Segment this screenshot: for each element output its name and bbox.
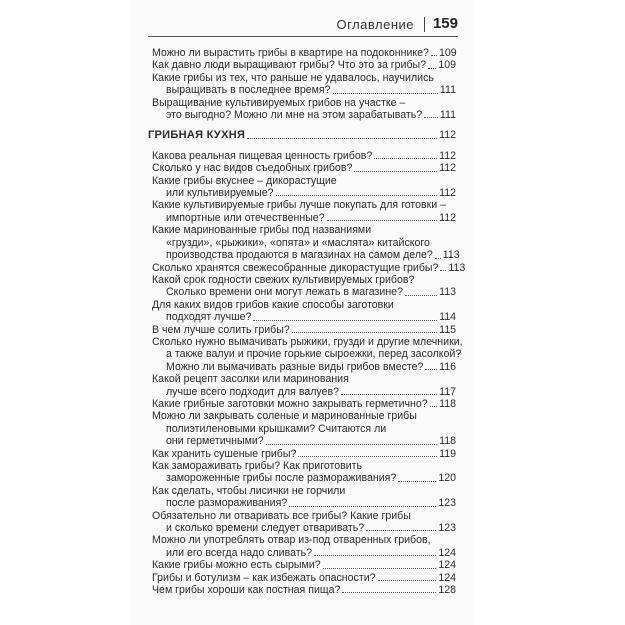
toc-entry [148, 47, 456, 59]
toc-entry-text: Грибы и ботулизм – как избежать опасности? [152, 571, 376, 584]
toc-page-number: 111 [439, 84, 456, 97]
toc-entry-line [148, 435, 456, 447]
toc-entry [148, 584, 456, 596]
toc-entry-line [148, 274, 456, 286]
toc-page-number: 115 [439, 323, 456, 336]
toc-entry-line [148, 47, 456, 59]
toc-entry [148, 175, 456, 200]
toc-entry-text: Обязательно ли отваривать все грибы? Какие грибы [152, 509, 411, 522]
toc-entry-line [148, 299, 456, 311]
toc-entry-line [148, 199, 456, 211]
toc-entry-text: а также валуи и прочие горькие сыроежки, перед засолкой? [166, 348, 462, 361]
toc-entry-text: Какие грибные заготовки можно закрывать герметично? [152, 397, 428, 410]
toc-page-number: 128 [438, 584, 456, 597]
toc-entry [148, 534, 456, 559]
toc-entry-line [148, 423, 456, 435]
toc-entry-line [148, 212, 456, 224]
toc-entry-line [148, 510, 456, 522]
toc-entry-line [148, 398, 456, 410]
toc-entry-line [148, 311, 456, 323]
dot-leader [435, 249, 441, 258]
toc-entry-line [148, 59, 456, 71]
toc-entry [148, 274, 456, 299]
toc-entry [148, 299, 456, 324]
toc-entry [148, 72, 456, 97]
toc-entry-line [148, 361, 456, 373]
dot-leader [424, 109, 438, 118]
dot-leader [430, 398, 437, 407]
toc-entry-line [148, 97, 456, 109]
toc-page-number: 113 [439, 286, 456, 299]
toc-entry-line [148, 72, 456, 84]
dot-leader [341, 386, 437, 395]
toc-entry [148, 261, 466, 274]
toc-entry-line [148, 335, 463, 348]
dot-leader [431, 47, 437, 56]
toc-entry-line [148, 448, 456, 460]
toc-entry-text: или его всегда надо сливать? [166, 546, 313, 559]
toc-entry [148, 162, 456, 174]
dot-leader [289, 497, 436, 506]
toc-entry-text: Сколько у нас видов съедобных грибов? [152, 162, 353, 175]
toc-entry-text: Как замораживать грибы? Как приготовить [152, 460, 363, 472]
toc-entry-text: Для каких видов грибов какие способы заготовки [152, 298, 394, 311]
toc-page-number: 109 [438, 47, 457, 59]
toc-page-number: 117 [439, 385, 456, 398]
toc-page-number: 118 [439, 397, 456, 410]
toc-page-number: 124 [438, 546, 456, 559]
toc-entry-line [148, 584, 456, 596]
toc-entry-text: Можно ли вымачивать разные виды грибов вместе? [166, 360, 424, 373]
toc-entry [148, 559, 456, 571]
toc-entry-text: Можно ли закрывать соленые и маринованные грибы [152, 410, 417, 423]
page-number: 159 [432, 15, 458, 32]
toc-entry-line [148, 386, 456, 398]
toc-page-number: 111 [439, 109, 456, 122]
toc-entry [148, 510, 456, 535]
header-rule [148, 36, 458, 37]
dot-leader [425, 361, 437, 370]
header-separator [424, 17, 425, 32]
toc-entry [148, 224, 460, 262]
dot-leader [253, 311, 437, 320]
toc-entry-text: выращивать в последнее время? [166, 84, 331, 97]
toc-entry-text: Сколько хранятся свежесобранные дикорастущие грибы? [152, 261, 439, 274]
toc-entry-line [148, 324, 456, 336]
toc-entry [148, 59, 456, 71]
toc-entry-line [148, 187, 456, 199]
dot-leader [266, 435, 437, 444]
toc-entry-line [148, 373, 456, 385]
toc-entry-line [148, 261, 466, 274]
toc-page-number: 112 [439, 149, 456, 162]
toc-entry-text: подходят лучше? [166, 311, 252, 324]
toc-entry-line [148, 109, 456, 121]
toc-entry-line [148, 485, 456, 497]
toc-entry-line [148, 129, 456, 141]
toc-entry-text: В чем лучше солить грибы? [152, 323, 290, 336]
toc-entry-line [148, 547, 456, 559]
toc-entry-text: Выращивание культивируемых грибов на участке – [152, 96, 406, 109]
toc-entry-line [148, 175, 456, 187]
toc-entry-line [148, 559, 456, 571]
dot-leader [314, 547, 436, 556]
toc-entry-line [148, 286, 456, 298]
toc-entry-text: они герметичными? [166, 435, 264, 448]
toc-entry-line [148, 410, 456, 422]
toc-entry-line [148, 249, 460, 262]
running-header [148, 10, 458, 32]
toc-entry-text: лучше всего подходит для валуев? [166, 385, 340, 398]
toc-page-number: 114 [439, 311, 456, 324]
toc-page-number: 123 [438, 522, 456, 535]
toc-page-number: 113 [448, 261, 466, 274]
toc-page-number: 119 [439, 447, 456, 460]
toc-entry-text: после размораживания? [166, 497, 288, 510]
toc-entry-line [148, 460, 456, 472]
toc-entry-text: Можно ли вырастить грибы в квартире на подоконнике? [152, 47, 429, 59]
toc-entry-text: Какие грибы можно есть сырыми? [152, 559, 321, 572]
toc-entry-text: замороженные грибы после размораживания? [166, 472, 397, 485]
toc-entry-line [148, 237, 456, 249]
toc-entry-text: Чем грибы хороши как постная пища? [152, 584, 341, 597]
toc-entry-text: и сколько времени следует отваривать? [166, 522, 365, 535]
toc-entry [148, 485, 456, 510]
toc-entry-text: «грузди», «рыжики», «опята» и «маслята» китайского [166, 236, 430, 249]
toc-entry-text: производства продаются в магазинах на самом деле? [166, 249, 433, 262]
table-of-contents [148, 47, 466, 597]
toc-entry-line [148, 572, 456, 584]
dot-leader [323, 559, 437, 568]
toc-entry-line [148, 348, 462, 361]
toc-entry-text: Как давно люди выращивают грибы? Что это за грибы? [152, 59, 427, 72]
dot-leader [354, 162, 437, 171]
toc-entry-text: или культивируемые? [166, 187, 274, 200]
toc-entry-line [148, 522, 456, 534]
dot-leader [247, 129, 437, 138]
toc-entry [148, 460, 456, 485]
toc-entry-text: Какие грибы вкуснее – дикорастущие [152, 174, 337, 187]
toc-entry-text: Как сделать, чтобы лисички не горчили [152, 484, 346, 497]
toc-entry-line [148, 150, 456, 162]
toc-entry-line [148, 162, 456, 174]
toc-page-number: 120 [438, 472, 456, 485]
toc-page-number: 123 [438, 497, 456, 510]
toc-entry-text: ГРИБНАЯ КУХНЯ [148, 129, 246, 142]
dot-leader [398, 472, 436, 481]
toc-entry-text: Какой рецепт засолки или маринования [152, 373, 349, 386]
dot-leader [342, 584, 436, 593]
toc-entry [148, 199, 456, 224]
toc-entry-line [148, 84, 456, 96]
toc-section-heading [148, 129, 456, 141]
dot-leader [298, 448, 437, 457]
toc-entry-line [148, 224, 456, 236]
toc-entry [148, 448, 456, 460]
toc-page-number: 118 [439, 435, 456, 448]
toc-entry-text: Можно ли употреблять отвар из-под отваренных грибов, [152, 534, 431, 547]
toc-page-number: 112 [439, 211, 456, 224]
toc-entry-text: Как хранить сушеные грибы? [152, 447, 297, 460]
toc-entry-line [148, 497, 456, 509]
header-title: Оглавление [336, 17, 414, 32]
toc-page-number: 112 [439, 162, 456, 175]
toc-entry-text: это выгодно? Можно ли мне на этом зарабатывать? [166, 109, 423, 122]
toc-page-number: 112 [439, 187, 456, 200]
toc-entry [148, 324, 456, 336]
toc-entry [148, 373, 456, 398]
dot-leader [440, 262, 446, 271]
toc-entry-text: Какие грибы из тех, что раньше не удавалось, научились [152, 71, 434, 84]
toc-entry-text: Сколько времени они могут лежать в магазине? [166, 286, 403, 299]
toc-page-number: 124 [438, 559, 456, 572]
toc-entry-line [148, 534, 456, 546]
toc-entry-text: Какой срок годности свежих культивируемых грибов? [152, 273, 415, 286]
toc-entry [148, 572, 456, 584]
toc-entry-text: Сколько нужно вымачивать рыжики, грузди и другие млечники, [152, 335, 463, 348]
toc-page-number: 116 [439, 360, 456, 373]
dot-leader [333, 84, 438, 93]
toc-entry [148, 97, 456, 122]
toc-entry [148, 410, 456, 447]
dot-leader [292, 324, 437, 333]
dot-leader [405, 286, 437, 295]
toc-page-number: 112 [439, 129, 456, 142]
dot-leader [276, 187, 438, 196]
toc-entry-line [148, 472, 456, 484]
toc-entry-text: Какие маринованные грибы под названиями [152, 224, 372, 237]
dot-leader [366, 522, 436, 531]
dot-leader [327, 212, 438, 221]
toc-entry [148, 335, 463, 373]
toc-page-number: 109 [438, 59, 456, 72]
toc-page-number: 124 [438, 571, 456, 584]
toc-entry-text: полиэтиленовыми крышками? Считаются ли [166, 422, 387, 435]
toc-entry-text: Какова реальная пищевая ценность грибов? [152, 149, 373, 162]
toc-page-number: 113 [442, 249, 460, 262]
toc-entry [148, 150, 456, 162]
dot-leader [374, 150, 437, 159]
toc-entry [148, 398, 456, 410]
toc-entry-text: импортные или отечественные? [166, 211, 325, 224]
toc-entry-text: Какие культивируемые грибы лучше покупать для готовки – [152, 199, 447, 212]
dot-leader [428, 59, 436, 68]
dot-leader [378, 572, 437, 581]
